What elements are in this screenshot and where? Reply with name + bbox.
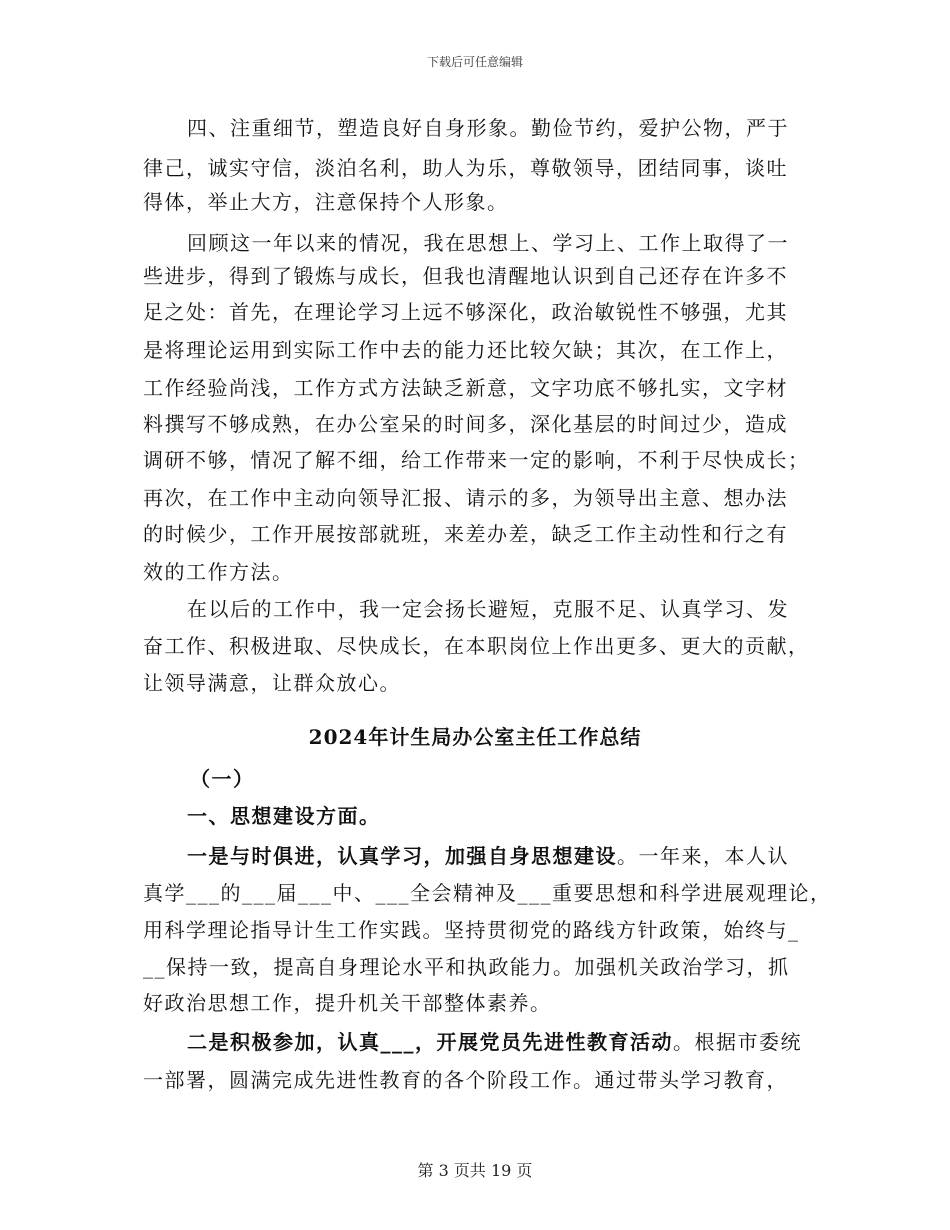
page-footer: 第 3 页共 19 页	[417, 1161, 533, 1180]
paragraph-line: 足之处：首先，在理论学习上远不够深化，政治敏锐性不够强，尤其	[143, 300, 788, 324]
paragraph-line: 是将理论运用到实际工作中去的能力还比较欠缺；其次，在工作上，	[143, 338, 788, 362]
paragraph-line: 真学___的___届___中、___全会精神及___重要思想和科学进展观理论，	[143, 881, 832, 905]
page-header: 下载后可任意编辑	[426, 55, 523, 69]
paragraph-line: 用科学理论指导计生工作实践。坚持贯彻党的路线方针政策，始终与_	[143, 918, 800, 942]
paragraph-line: 在以后的工作中，我一定会扬长避短，克服不足、认真学习、发	[187, 597, 789, 621]
point-lead-bold: 二是积极参加，认真___，开展党员先进性教育活动	[187, 1030, 673, 1054]
paragraph-line: 好政治思想工作，提升机关干部整体素养。	[143, 991, 552, 1015]
paragraph-line: 工作经验尚浅，工作方式方法缺乏新意，文字功底不够扎实，文字材	[143, 376, 788, 400]
paragraph-line: 再次，在工作中主动向领导汇报、请示的多，为领导出主意、想办法	[143, 486, 788, 510]
paragraph-line: 一部署，圆满完成先进性教育的各个阶段工作。通过带头学习教育，	[143, 1068, 788, 1092]
part-label: （一）	[190, 767, 255, 791]
point-lead-rest: 。根据市委统	[673, 1030, 802, 1054]
paragraph-line: 些进步，得到了锻炼与成长，但我也清醒地认识到自己还存在许多不	[143, 264, 788, 288]
paragraph-line: 回顾这一年以来的情况，我在思想上、学习上、工作上取得了一	[187, 231, 789, 255]
paragraph-line: 调研不够，情况了解不细，给工作带来一定的影响，不利于尽快成长；	[143, 448, 810, 472]
paragraph-line: 让领导满意，让群众放心。	[143, 671, 401, 695]
paragraph-line: 奋工作、积极进取、尽快成长，在本职岗位上作出更多、更大的贡献，	[143, 634, 810, 658]
point-lead-line	[187, 1030, 802, 1054]
paragraph-line: 料撰写不够成熟，在办公室呆的时间多，深化基层的时间过少，造成	[143, 412, 788, 436]
document-title: 2024年计生局办公室主任工作总结	[308, 725, 642, 749]
section-heading: 一、思想建设方面。	[187, 804, 381, 828]
paragraph-line: __保持一致，提高自身理论水平和执政能力。加强机关政治学习，抓	[143, 955, 790, 979]
point-lead-line	[187, 844, 789, 868]
paragraph-line: 的时候少，工作开展按部就班，来差办差，缺乏工作主动性和行之有	[143, 522, 788, 546]
paragraph-line: 四、注重细节，塑造良好自身形象。勤俭节约，爱护公物，严于	[187, 116, 789, 140]
point-lead-rest: 。一年来，本人认	[617, 844, 789, 868]
paragraph-line: 效的工作方法。	[143, 560, 294, 584]
paragraph-line: 律己，诚实守信，淡泊名利，助人为乐，尊敬领导，团结同事，谈吐	[143, 156, 788, 180]
point-lead-bold: 一是与时俱进，认真学习，加强自身思想建设	[187, 844, 617, 868]
paragraph-line: 得体，举止大方，注意保持个人形象。	[143, 190, 509, 214]
